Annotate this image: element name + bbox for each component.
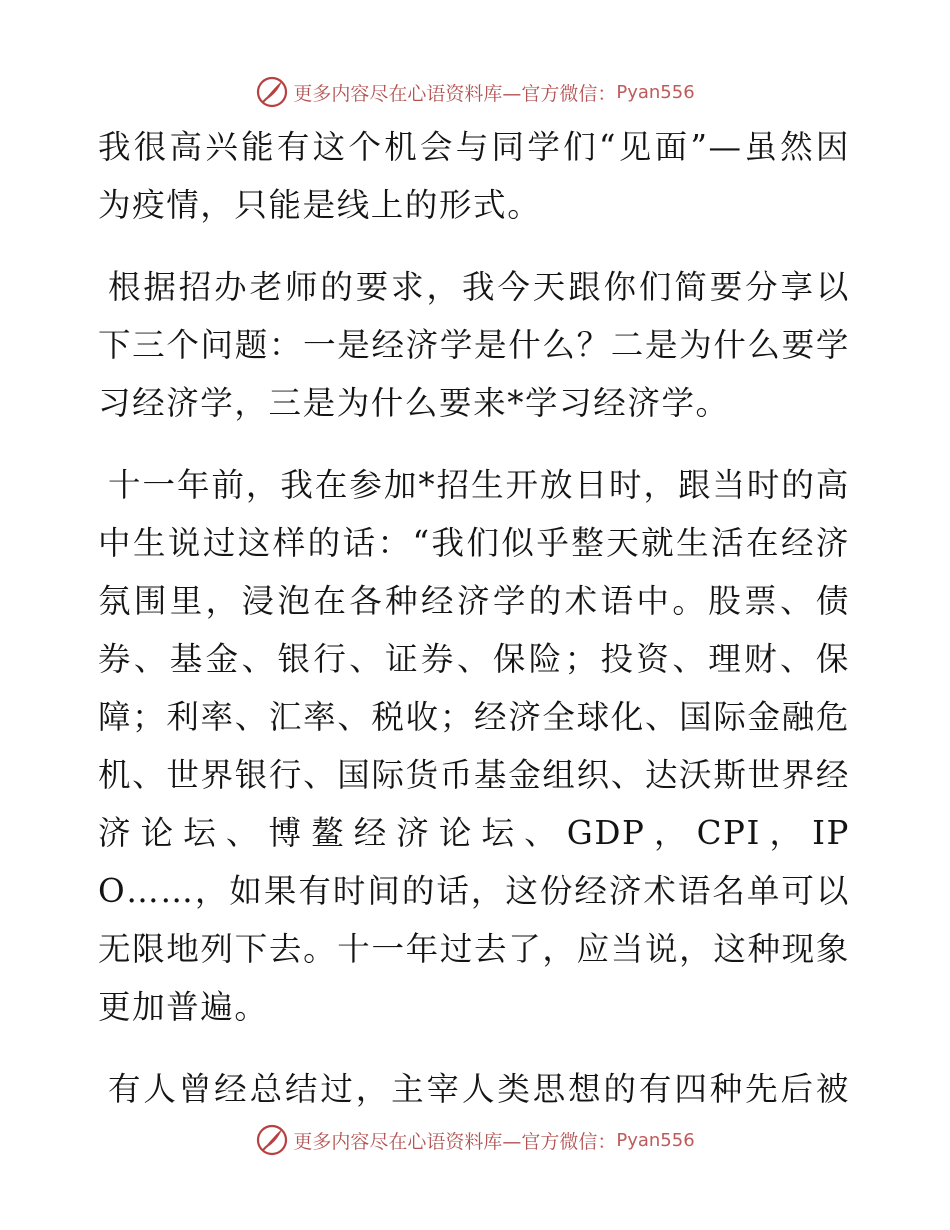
watermark-handle: Pyan556 — [616, 1129, 695, 1151]
quill-logo-icon — [255, 1123, 289, 1157]
document-body — [98, 118, 850, 1118]
quill-logo-icon — [255, 75, 289, 109]
paragraph-4: 有人曾经总结过，主宰人类思想的有四种先后被 — [108, 1070, 850, 1108]
footer-watermark — [0, 1120, 950, 1160]
paragraph-2: 根据招办老师的要求，我今天跟你们简要分享以下三个问题：一是经济学是什么？二是为什么要学习经济学，三是为什么要来*学习经济学。 — [98, 268, 850, 422]
paragraph-1: 我很高兴能有这个机会与同学们“见面”—虽然因为疫情，只能是线上的形式。 — [98, 128, 850, 224]
watermark-text: 更多内容尽在心语资料库—官方微信： — [293, 82, 617, 105]
header-watermark — [0, 72, 950, 112]
watermark-handle: Pyan556 — [616, 81, 695, 103]
paragraph-3: 十一年前，我在参加*招生开放日时，跟当时的高中生说过这样的话：“我们似乎整天就生活在经济氛围里，浸泡在各种经济学的术语中。股票、债券、基金、银行、证券、保险；投资、理财、保障；利率、汇率、税收；经济全球化、国际金融危机、世界银行、国际货币基金组织、达沃斯世界经济论坛、博鳌经济论坛、GDP，CPI，IPO……，如果有时间的话，这份经济术语名单可以无限地列下去。十一年过去了，应当说，这种现象更加普遍。 — [98, 466, 850, 1026]
watermark-text: 更多内容尽在心语资料库—官方微信： — [293, 1130, 617, 1153]
